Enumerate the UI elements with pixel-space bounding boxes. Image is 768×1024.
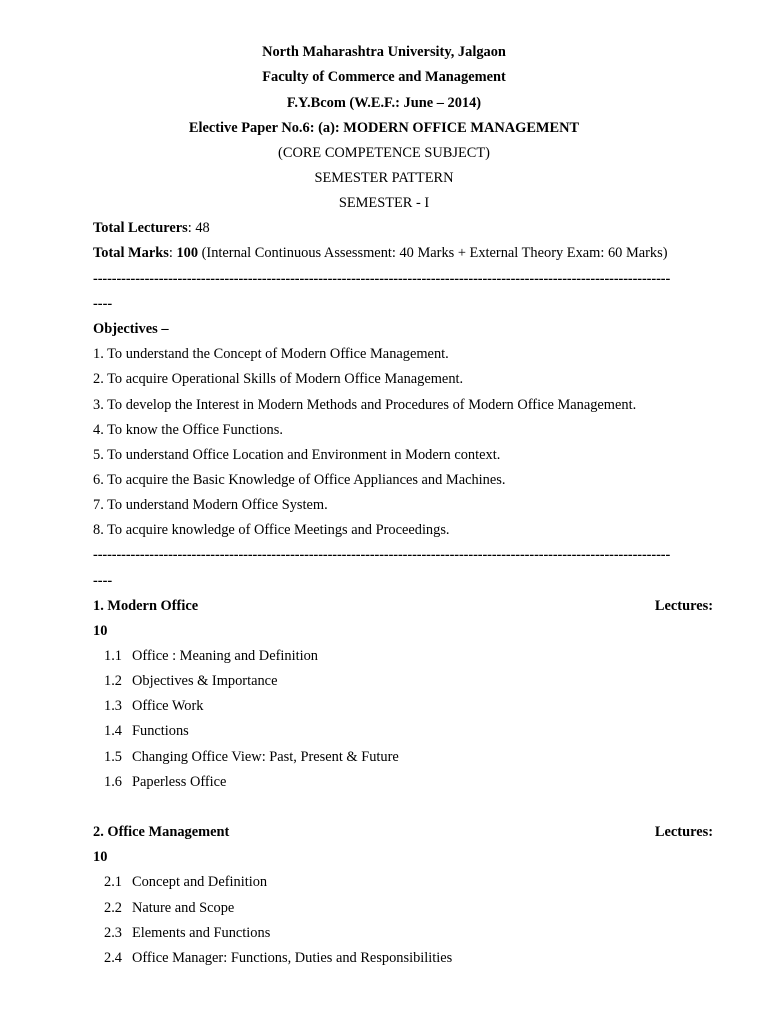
objective-item: 2. To acquire Operational Skills of Modern Office Management. xyxy=(93,371,464,387)
subject-type: (CORE COMPETENCE SUBJECT) xyxy=(278,145,490,161)
total-marks xyxy=(93,244,668,262)
topic-item xyxy=(104,773,226,791)
topic-number: 1.6 xyxy=(104,774,122,790)
lectures-count: 10 xyxy=(93,849,108,865)
topic-item xyxy=(104,672,277,690)
topic-text: Functions xyxy=(132,723,189,739)
lectures-count: 10 xyxy=(93,623,108,639)
topic-text: Nature and Scope xyxy=(132,900,235,916)
topic-number: 1.4 xyxy=(104,723,122,739)
university-name: North Maharashtra University, Jalgaon xyxy=(262,44,506,60)
total-lecturers xyxy=(93,219,210,237)
semester-label: SEMESTER - I xyxy=(338,195,430,211)
objectives-heading: Objectives – xyxy=(93,321,169,337)
objective-item: 8. To acquire knowledge of Office Meetings and Proceedings. xyxy=(93,522,450,538)
topic-number: 1.3 xyxy=(104,698,122,714)
total-lecturers-label: Total Lecturers xyxy=(93,220,188,236)
paper-title: Elective Paper No.6: (a): MODERN OFFICE MANAGEMENT xyxy=(188,120,580,136)
objective-item: 1. To understand the Concept of Modern Office Management. xyxy=(93,346,449,362)
faculty-name: Faculty of Commerce and Management xyxy=(262,69,506,85)
total-marks-colon: : xyxy=(168,245,177,261)
topic-number: 2.2 xyxy=(104,900,122,916)
topic-number: 2.3 xyxy=(104,925,122,941)
total-marks-detail: (Internal Continuous Assessment: 40 Marks + External Theory Exam: 60 Marks) xyxy=(198,245,668,261)
topic-item xyxy=(104,748,399,766)
topic-item xyxy=(104,722,189,740)
topic-text: Elements and Functions xyxy=(132,925,271,941)
objective-item: 4. To know the Office Functions. xyxy=(93,422,283,438)
unit-title: 1. Modern Office xyxy=(93,598,199,614)
topic-text: Changing Office View: Past, Present & Future xyxy=(132,749,399,765)
objective-item: 3. To develop the Interest in Modern Methods and Procedures of Modern Office Management. xyxy=(93,397,637,413)
topic-number: 1.1 xyxy=(104,648,122,664)
topic-number: 2.4 xyxy=(104,950,122,966)
objective-item: 5. To understand Office Location and Environment in Modern context. xyxy=(93,447,501,463)
topic-item xyxy=(104,697,203,715)
topic-text: Office Manager: Functions, Duties and Responsibilities xyxy=(132,950,453,966)
topic-text: Paperless Office xyxy=(132,774,227,790)
separator-tail: ---- xyxy=(93,296,113,312)
total-marks-value: 100 xyxy=(176,245,199,261)
topic-item xyxy=(104,949,452,967)
unit-title: 2. Office Management xyxy=(93,824,230,840)
separator-line: --------------------------------------------------------------------------------------------------------------------------- xyxy=(93,547,671,563)
course-name: F.Y.Bcom (W.E.F.: June – 2014) xyxy=(286,95,482,111)
semester-pattern: SEMESTER PATTERN xyxy=(314,170,454,186)
objective-item: 7. To understand Modern Office System. xyxy=(93,497,328,513)
topic-item xyxy=(104,647,318,665)
topic-item xyxy=(104,924,270,942)
objective-item: 6. To acquire the Basic Knowledge of Office Appliances and Machines. xyxy=(93,472,506,488)
lectures-label: Lectures: xyxy=(654,824,713,840)
topic-text: Office : Meaning and Definition xyxy=(132,648,318,664)
total-lecturers-value: : 48 xyxy=(187,220,210,236)
topic-item xyxy=(104,899,234,917)
topic-text: Concept and Definition xyxy=(132,874,268,890)
topic-text: Office Work xyxy=(132,698,204,714)
total-marks-label: Total Marks xyxy=(93,245,169,261)
topic-number: 1.5 xyxy=(104,749,122,765)
topic-item xyxy=(104,873,267,891)
lectures-label: Lectures: xyxy=(654,598,713,614)
separator-line: --------------------------------------------------------------------------------------------------------------------------- xyxy=(93,271,671,287)
topic-text: Objectives & Importance xyxy=(132,673,278,689)
separator-tail: ---- xyxy=(93,573,113,589)
topic-number: 1.2 xyxy=(104,673,122,689)
topic-number: 2.1 xyxy=(104,874,122,890)
